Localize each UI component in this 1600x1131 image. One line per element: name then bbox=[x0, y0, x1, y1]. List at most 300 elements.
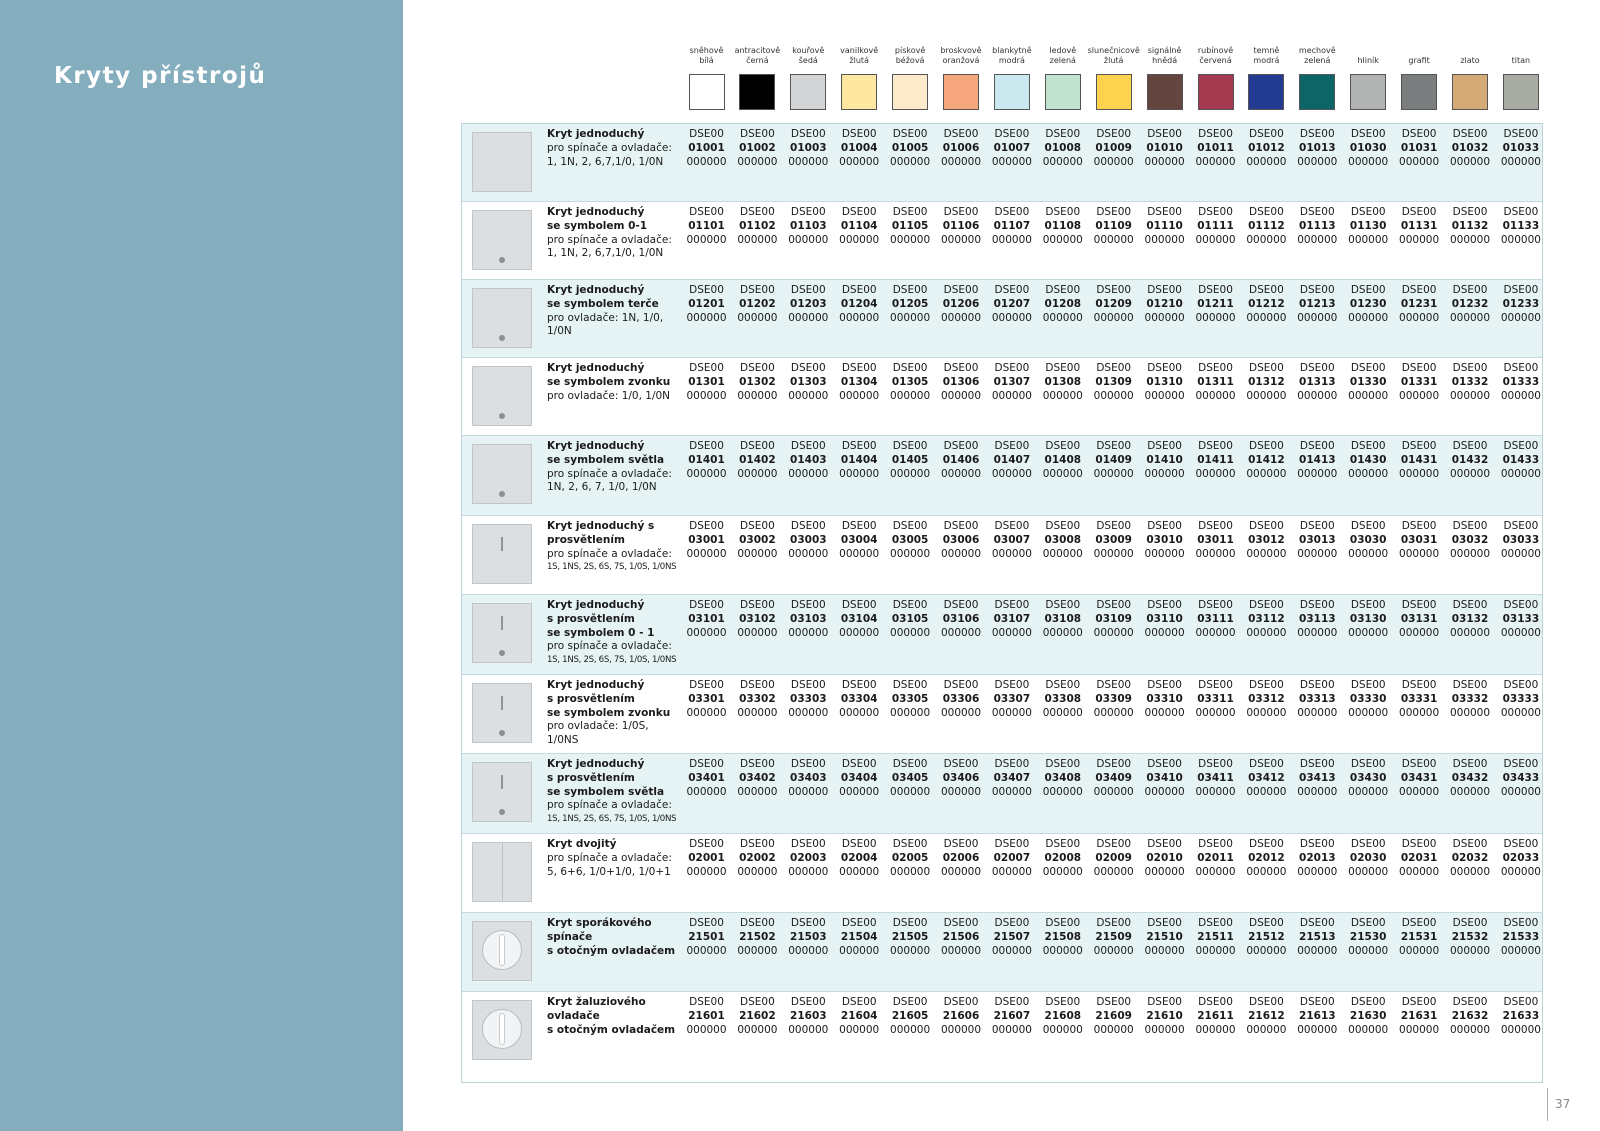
code-number: 01308 bbox=[1044, 375, 1082, 388]
code-suffix: 000000 bbox=[1144, 311, 1185, 324]
order-code bbox=[834, 996, 885, 1037]
order-code bbox=[1139, 284, 1190, 325]
code-number: 03104 bbox=[840, 612, 878, 625]
order-code bbox=[1241, 206, 1292, 247]
code-suffix: 000000 bbox=[1399, 865, 1440, 878]
code-prefix: DSE00 bbox=[790, 362, 826, 374]
order-code bbox=[681, 206, 732, 247]
light-indicator-icon bbox=[501, 696, 503, 710]
code-suffix: 000000 bbox=[1195, 626, 1236, 639]
sidebar bbox=[0, 0, 403, 1131]
order-code bbox=[986, 679, 1037, 720]
order-code bbox=[834, 838, 885, 879]
code-number: 21508 bbox=[1044, 930, 1082, 943]
code-number: 21605 bbox=[891, 1009, 929, 1022]
order-code bbox=[1292, 520, 1343, 561]
code-number: 21633 bbox=[1502, 1009, 1540, 1022]
order-code bbox=[681, 128, 732, 169]
code-number: 01306 bbox=[942, 375, 980, 388]
product-description bbox=[547, 206, 682, 261]
code-prefix: DSE00 bbox=[1096, 440, 1132, 452]
code-number: 01030 bbox=[1349, 141, 1387, 154]
code-suffix: 000000 bbox=[991, 311, 1032, 324]
code-number: 21601 bbox=[688, 1009, 725, 1022]
code-prefix: DSE00 bbox=[1503, 838, 1539, 850]
code-number: 03033 bbox=[1502, 533, 1540, 546]
color-name-line2: béžová bbox=[895, 56, 925, 65]
code-number: 01108 bbox=[1044, 219, 1082, 232]
code-number: 03006 bbox=[942, 533, 980, 546]
code-prefix: DSE00 bbox=[943, 996, 979, 1008]
code-number: 03333 bbox=[1502, 692, 1540, 705]
color-swatch bbox=[1198, 74, 1234, 110]
code-prefix: DSE00 bbox=[841, 758, 877, 770]
code-number: 21608 bbox=[1044, 1009, 1082, 1022]
code-number: 01111 bbox=[1197, 219, 1234, 232]
color-swatch bbox=[1452, 74, 1488, 110]
code-prefix: DSE00 bbox=[1249, 679, 1284, 691]
color-swatch bbox=[1147, 74, 1183, 110]
code-suffix: 000000 bbox=[788, 467, 829, 480]
order-code bbox=[885, 206, 936, 247]
code-prefix: DSE00 bbox=[1503, 206, 1539, 218]
code-prefix: DSE00 bbox=[740, 917, 775, 929]
code-suffix: 000000 bbox=[1144, 944, 1185, 957]
order-code bbox=[986, 917, 1037, 958]
code-number: 03112 bbox=[1248, 612, 1285, 625]
product-thumbnail bbox=[472, 288, 532, 348]
product-row bbox=[462, 675, 1542, 754]
color-name-line2: hnědá bbox=[1152, 56, 1178, 65]
code-suffix: 000000 bbox=[1093, 311, 1134, 324]
color-column-header bbox=[1343, 42, 1394, 110]
code-number: 21604 bbox=[840, 1009, 878, 1022]
code-suffix: 000000 bbox=[788, 1023, 829, 1036]
order-code bbox=[986, 599, 1037, 640]
code-prefix: DSE00 bbox=[994, 758, 1030, 770]
order-code bbox=[1394, 520, 1445, 561]
code-suffix: 000000 bbox=[991, 1023, 1032, 1036]
code-suffix: 000000 bbox=[1093, 706, 1134, 719]
order-code bbox=[1037, 679, 1088, 720]
order-code bbox=[1241, 128, 1292, 169]
code-number: 01109 bbox=[1095, 219, 1132, 232]
code-number: 21507 bbox=[993, 930, 1031, 943]
product-thumbnail bbox=[472, 444, 532, 504]
code-number: 03106 bbox=[942, 612, 980, 625]
code-suffix: 000000 bbox=[1348, 706, 1389, 719]
code-prefix: DSE00 bbox=[1452, 679, 1488, 691]
code-number: 03409 bbox=[1095, 771, 1132, 784]
order-code bbox=[1495, 679, 1546, 720]
product-detail: pro spínače a ovladače: bbox=[547, 467, 672, 480]
product-detail: 1S, 1NS, 2S, 6S, 7S, 1/0S, 1/0NS bbox=[547, 562, 677, 573]
code-number: 21632 bbox=[1451, 1009, 1489, 1022]
code-suffix: 000000 bbox=[940, 1023, 982, 1036]
product-description bbox=[547, 679, 682, 748]
code-suffix: 000000 bbox=[940, 865, 982, 878]
order-code bbox=[681, 362, 732, 403]
order-code bbox=[732, 679, 783, 720]
code-number: 03001 bbox=[688, 533, 725, 546]
order-code bbox=[1241, 440, 1292, 481]
code-number: 03311 bbox=[1197, 692, 1234, 705]
code-prefix: DSE00 bbox=[1401, 758, 1437, 770]
code-number: 21512 bbox=[1248, 930, 1285, 943]
product-detail: se symbolem terče bbox=[547, 297, 659, 310]
code-number: 02010 bbox=[1146, 851, 1183, 864]
code-prefix: DSE00 bbox=[740, 758, 775, 770]
color-name bbox=[732, 42, 783, 66]
color-swatch bbox=[1045, 74, 1081, 110]
code-prefix: DSE00 bbox=[740, 206, 775, 218]
code-suffix: 000000 bbox=[1195, 865, 1236, 878]
code-suffix: 000000 bbox=[1195, 311, 1236, 324]
code-prefix: DSE00 bbox=[1299, 284, 1335, 296]
color-name-line2: modrá bbox=[1253, 56, 1280, 65]
order-code bbox=[1037, 758, 1088, 799]
code-number: 21505 bbox=[891, 930, 929, 943]
symbol-icon bbox=[499, 809, 505, 815]
order-code bbox=[885, 917, 936, 958]
order-code bbox=[1495, 996, 1546, 1037]
code-number: 01233 bbox=[1502, 297, 1540, 310]
code-number: 01213 bbox=[1299, 297, 1336, 310]
code-number: 03003 bbox=[790, 533, 827, 546]
code-prefix: DSE00 bbox=[1147, 206, 1182, 218]
code-suffix: 000000 bbox=[1399, 547, 1440, 560]
code-suffix: 000000 bbox=[1042, 1023, 1083, 1036]
code-number: 03401 bbox=[688, 771, 725, 784]
code-number: 03406 bbox=[942, 771, 980, 784]
color-swatch bbox=[943, 74, 979, 110]
product-detail: se symbolem zvonku bbox=[547, 706, 671, 719]
code-suffix: 000000 bbox=[1042, 944, 1083, 957]
order-code bbox=[681, 440, 732, 481]
code-prefix: DSE00 bbox=[994, 284, 1030, 296]
order-code bbox=[1190, 128, 1241, 169]
code-number: 03130 bbox=[1349, 612, 1387, 625]
product-thumbnail bbox=[472, 762, 532, 822]
code-suffix: 000000 bbox=[1449, 865, 1491, 878]
code-prefix: DSE00 bbox=[1198, 679, 1233, 691]
code-suffix: 000000 bbox=[788, 155, 829, 168]
code-suffix: 000000 bbox=[1093, 467, 1134, 480]
order-code bbox=[1037, 440, 1088, 481]
code-prefix: DSE00 bbox=[1503, 917, 1539, 929]
code-number: 01232 bbox=[1451, 297, 1489, 310]
order-code bbox=[834, 128, 885, 169]
product-detail: s prosvětlením bbox=[547, 612, 635, 625]
code-number: 03007 bbox=[993, 533, 1031, 546]
product-description bbox=[547, 520, 682, 575]
order-code bbox=[1292, 440, 1343, 481]
code-number: 03432 bbox=[1451, 771, 1489, 784]
code-number: 01009 bbox=[1095, 141, 1132, 154]
code-suffix: 000000 bbox=[1399, 626, 1440, 639]
order-code bbox=[1292, 599, 1343, 640]
code-prefix: DSE00 bbox=[892, 679, 928, 691]
code-prefix: DSE00 bbox=[689, 440, 724, 452]
code-number: 02004 bbox=[840, 851, 878, 864]
code-prefix: DSE00 bbox=[1452, 440, 1488, 452]
code-prefix: DSE00 bbox=[689, 362, 724, 374]
code-number: 02030 bbox=[1349, 851, 1387, 864]
code-suffix: 000000 bbox=[1399, 389, 1440, 402]
order-code bbox=[1088, 758, 1139, 799]
code-suffix: 000000 bbox=[1500, 467, 1541, 480]
order-code bbox=[1241, 679, 1292, 720]
code-suffix: 000000 bbox=[1195, 785, 1236, 798]
product-row bbox=[462, 834, 1542, 913]
code-number: 01331 bbox=[1400, 375, 1438, 388]
code-suffix: 000000 bbox=[1500, 865, 1541, 878]
color-column-header bbox=[1445, 42, 1496, 110]
order-code bbox=[681, 679, 732, 720]
order-code bbox=[732, 128, 783, 169]
color-swatch bbox=[994, 74, 1030, 110]
code-prefix: DSE00 bbox=[790, 440, 826, 452]
order-code bbox=[1495, 128, 1546, 169]
code-suffix: 000000 bbox=[737, 233, 778, 246]
code-suffix: 000000 bbox=[1297, 311, 1338, 324]
order-code bbox=[732, 758, 783, 799]
code-suffix: 000000 bbox=[991, 944, 1032, 957]
code-suffix: 000000 bbox=[839, 944, 880, 957]
code-prefix: DSE00 bbox=[1503, 128, 1539, 140]
code-prefix: DSE00 bbox=[1401, 679, 1437, 691]
order-code bbox=[1343, 206, 1394, 247]
code-prefix: DSE00 bbox=[994, 128, 1030, 140]
code-prefix: DSE00 bbox=[1350, 917, 1386, 929]
product-thumbnail bbox=[472, 683, 532, 743]
color-name-line2: šedá bbox=[798, 56, 818, 65]
order-code bbox=[1394, 206, 1445, 247]
code-number: 03133 bbox=[1502, 612, 1540, 625]
product-thumbnail bbox=[472, 603, 532, 663]
code-number: 01133 bbox=[1502, 219, 1540, 232]
code-prefix: DSE00 bbox=[1452, 128, 1488, 140]
color-name bbox=[1139, 42, 1190, 66]
code-prefix: DSE00 bbox=[1147, 440, 1182, 452]
code-prefix: DSE00 bbox=[1503, 440, 1539, 452]
order-code bbox=[936, 284, 987, 325]
code-suffix: 000000 bbox=[1348, 467, 1389, 480]
code-suffix: 000000 bbox=[1246, 467, 1287, 480]
code-suffix: 000000 bbox=[1144, 865, 1185, 878]
code-number: 01102 bbox=[739, 219, 776, 232]
order-code bbox=[986, 128, 1037, 169]
code-prefix: DSE00 bbox=[1249, 917, 1284, 929]
product-row bbox=[462, 913, 1542, 992]
code-prefix: DSE00 bbox=[1503, 599, 1539, 611]
code-suffix: 000000 bbox=[788, 706, 829, 719]
order-code bbox=[936, 520, 987, 561]
code-suffix: 000000 bbox=[1195, 547, 1236, 560]
code-number: 01103 bbox=[790, 219, 827, 232]
order-code bbox=[1037, 362, 1088, 403]
code-suffix: 000000 bbox=[1348, 155, 1389, 168]
code-prefix: DSE00 bbox=[1198, 440, 1233, 452]
code-number: 01307 bbox=[993, 375, 1031, 388]
code-prefix: DSE00 bbox=[790, 206, 826, 218]
code-prefix: DSE00 bbox=[1452, 362, 1488, 374]
code-number: 03110 bbox=[1146, 612, 1183, 625]
product-detail: s prosvětlením bbox=[547, 771, 635, 784]
code-suffix: 000000 bbox=[1195, 467, 1236, 480]
order-code bbox=[1292, 362, 1343, 403]
code-prefix: DSE00 bbox=[1350, 440, 1386, 452]
product-thumbnail bbox=[472, 1000, 532, 1060]
code-prefix: DSE00 bbox=[1096, 599, 1132, 611]
code-number: 01202 bbox=[739, 297, 776, 310]
code-suffix: 000000 bbox=[890, 865, 931, 878]
code-prefix: DSE00 bbox=[1350, 284, 1386, 296]
code-suffix: 000000 bbox=[737, 311, 778, 324]
order-code bbox=[1241, 838, 1292, 879]
code-suffix: 000000 bbox=[991, 626, 1032, 639]
code-suffix: 000000 bbox=[991, 785, 1032, 798]
code-number: 01204 bbox=[840, 297, 878, 310]
code-number: 01032 bbox=[1451, 141, 1489, 154]
color-name bbox=[1088, 42, 1139, 66]
order-code bbox=[1037, 917, 1088, 958]
code-number: 01001 bbox=[688, 141, 725, 154]
code-prefix: DSE00 bbox=[1147, 917, 1182, 929]
code-prefix: DSE00 bbox=[1299, 917, 1335, 929]
product-name: Kryt jednoduchý bbox=[547, 284, 645, 296]
code-suffix: 000000 bbox=[788, 547, 829, 560]
code-prefix: DSE00 bbox=[994, 917, 1030, 929]
code-number: 03309 bbox=[1095, 692, 1132, 705]
code-number: 01403 bbox=[790, 453, 827, 466]
color-swatch bbox=[892, 74, 928, 110]
code-number: 01401 bbox=[688, 453, 725, 466]
code-suffix: 000000 bbox=[839, 467, 880, 480]
product-thumbnail bbox=[472, 210, 532, 270]
code-prefix: DSE00 bbox=[1096, 679, 1132, 691]
order-code bbox=[885, 679, 936, 720]
code-suffix: 000000 bbox=[686, 785, 727, 798]
code-number: 01309 bbox=[1095, 375, 1132, 388]
order-code bbox=[1292, 996, 1343, 1037]
code-number: 03013 bbox=[1299, 533, 1336, 546]
code-prefix: DSE00 bbox=[892, 917, 928, 929]
code-number: 02032 bbox=[1451, 851, 1489, 864]
code-number: 02002 bbox=[739, 851, 776, 864]
order-code bbox=[1495, 440, 1546, 481]
order-code bbox=[1088, 128, 1139, 169]
code-suffix: 000000 bbox=[1297, 233, 1338, 246]
code-prefix: DSE00 bbox=[1045, 917, 1081, 929]
code-prefix: DSE00 bbox=[1147, 758, 1182, 770]
order-code bbox=[1394, 758, 1445, 799]
order-code bbox=[681, 996, 732, 1037]
order-code bbox=[1088, 206, 1139, 247]
code-suffix: 000000 bbox=[991, 155, 1032, 168]
code-number: 03413 bbox=[1299, 771, 1336, 784]
order-code bbox=[1088, 599, 1139, 640]
code-suffix: 000000 bbox=[1449, 311, 1491, 324]
color-name bbox=[1394, 42, 1445, 66]
product-detail: se symbolem zvonku bbox=[547, 375, 671, 388]
code-prefix: DSE00 bbox=[943, 838, 979, 850]
page-number-divider bbox=[1547, 1088, 1548, 1121]
order-code bbox=[1139, 838, 1190, 879]
color-name bbox=[1190, 42, 1241, 66]
product-row bbox=[462, 516, 1542, 595]
product-detail: spínače bbox=[547, 930, 593, 943]
order-code bbox=[732, 599, 783, 640]
code-suffix: 000000 bbox=[1449, 785, 1491, 798]
code-number: 03303 bbox=[790, 692, 827, 705]
code-prefix: DSE00 bbox=[1350, 206, 1386, 218]
code-number: 03008 bbox=[1044, 533, 1082, 546]
code-suffix: 000000 bbox=[1093, 155, 1134, 168]
product-detail: 1, 1N, 2, 6,7,1/0, 1/0N bbox=[547, 155, 664, 168]
code-number: 01305 bbox=[891, 375, 929, 388]
code-number: 03308 bbox=[1044, 692, 1082, 705]
code-prefix: DSE00 bbox=[1350, 838, 1386, 850]
code-prefix: DSE00 bbox=[1350, 520, 1386, 532]
product-name: Kryt jednoduchý bbox=[547, 128, 645, 140]
order-code bbox=[885, 520, 936, 561]
order-code bbox=[1343, 917, 1394, 958]
code-prefix: DSE00 bbox=[790, 599, 826, 611]
order-code bbox=[986, 996, 1037, 1037]
code-suffix: 000000 bbox=[1500, 1023, 1541, 1036]
code-suffix: 000000 bbox=[1297, 626, 1338, 639]
code-number: 21506 bbox=[942, 930, 980, 943]
code-suffix: 000000 bbox=[890, 467, 931, 480]
order-code bbox=[1292, 758, 1343, 799]
order-code bbox=[783, 128, 834, 169]
code-prefix: DSE00 bbox=[1147, 679, 1182, 691]
code-number: 01333 bbox=[1502, 375, 1540, 388]
code-prefix: DSE00 bbox=[689, 128, 724, 140]
code-number: 03408 bbox=[1044, 771, 1082, 784]
code-number: 03313 bbox=[1299, 692, 1336, 705]
code-number: 03012 bbox=[1248, 533, 1285, 546]
product-detail: pro spínače a ovladače: bbox=[547, 640, 672, 653]
code-prefix: DSE00 bbox=[740, 128, 775, 140]
code-prefix: DSE00 bbox=[1299, 206, 1335, 218]
product-detail: prosvětlením bbox=[547, 533, 625, 546]
code-prefix: DSE00 bbox=[1452, 917, 1488, 929]
code-prefix: DSE00 bbox=[1401, 520, 1437, 532]
code-number: 21611 bbox=[1197, 1009, 1234, 1022]
code-prefix: DSE00 bbox=[1401, 128, 1437, 140]
code-number: 21503 bbox=[790, 930, 827, 943]
code-number: 01303 bbox=[790, 375, 827, 388]
order-code bbox=[986, 362, 1037, 403]
order-code bbox=[1445, 996, 1496, 1037]
order-code bbox=[1037, 284, 1088, 325]
code-suffix: 000000 bbox=[940, 626, 982, 639]
code-number: 21612 bbox=[1248, 1009, 1285, 1022]
color-name-line1: mechově bbox=[1298, 46, 1336, 55]
code-prefix: DSE00 bbox=[1198, 758, 1233, 770]
order-code bbox=[986, 838, 1037, 879]
code-number: 01112 bbox=[1248, 219, 1285, 232]
color-swatch bbox=[1096, 74, 1132, 110]
product-detail: ovladače bbox=[547, 1009, 600, 1022]
code-prefix: DSE00 bbox=[1096, 362, 1132, 374]
rotary-knob-icon bbox=[482, 1009, 522, 1049]
order-code bbox=[1241, 758, 1292, 799]
code-prefix: DSE00 bbox=[1299, 128, 1335, 140]
color-column-header bbox=[1292, 42, 1343, 110]
